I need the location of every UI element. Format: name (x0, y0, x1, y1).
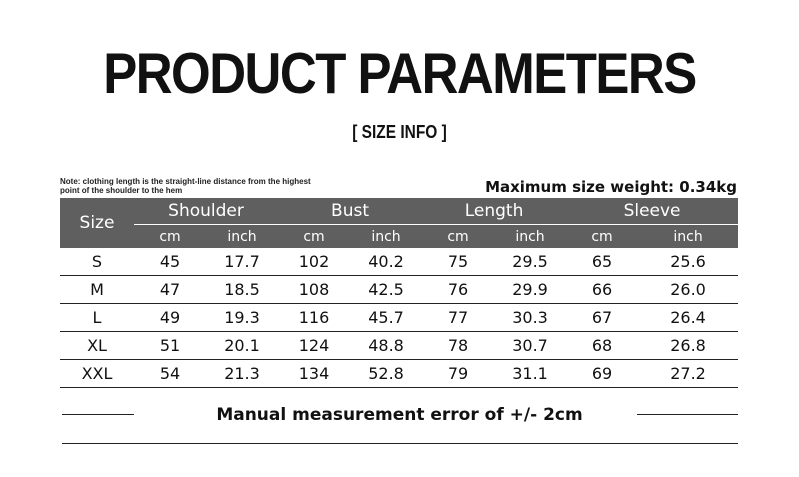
footer-bottom-rule (62, 443, 738, 444)
table-cell: 116 (278, 304, 350, 332)
table-cell: 29.5 (494, 248, 566, 276)
length-header: Length (422, 198, 566, 225)
table-cell: 69 (566, 360, 638, 388)
bust-header: Bust (278, 198, 422, 225)
table-cell: 29.9 (494, 276, 566, 304)
unit-cm: cm (278, 225, 350, 249)
table-cell: 68 (566, 332, 638, 360)
unit-inch: inch (494, 225, 566, 249)
measurement-error-note: Manual measurement error of +/- 2cm (216, 405, 583, 425)
table-cell: 67 (566, 304, 638, 332)
table-cell: 27.2 (638, 360, 738, 388)
size-cell: S (60, 248, 134, 276)
table-row (60, 332, 738, 360)
unit-inch: inch (350, 225, 422, 249)
table-cell: 45.7 (350, 304, 422, 332)
table-cell: 48.8 (350, 332, 422, 360)
section-subtitle: [ SIZE INFO ] (352, 122, 447, 142)
table-cell: 102 (278, 248, 350, 276)
table-cell: 78 (422, 332, 494, 360)
table-cell: 30.3 (494, 304, 566, 332)
table-row (60, 276, 738, 304)
table-cell: 18.5 (206, 276, 278, 304)
unit-inch: inch (206, 225, 278, 249)
size-column-header: Size (60, 198, 134, 248)
table-unit-header (60, 225, 738, 249)
table-cell: 26.0 (638, 276, 738, 304)
table-cell: 134 (278, 360, 350, 388)
table-cell: 75 (422, 248, 494, 276)
table-cell: 108 (278, 276, 350, 304)
table-cell: 17.7 (206, 248, 278, 276)
table-cell: 45 (134, 248, 206, 276)
unit-cm: cm (566, 225, 638, 249)
table-cell: 31.1 (494, 360, 566, 388)
table-cell: 51 (134, 332, 206, 360)
table-cell: 79 (422, 360, 494, 388)
table-row (60, 360, 738, 388)
size-cell: M (60, 276, 134, 304)
table-cell: 76 (422, 276, 494, 304)
table-cell: 20.1 (206, 332, 278, 360)
table-cell: 124 (278, 332, 350, 360)
table-cell: 65 (566, 248, 638, 276)
sleeve-header: Sleeve (566, 198, 738, 225)
size-cell: XL (60, 332, 134, 360)
shoulder-header: Shoulder (134, 198, 278, 225)
table-cell: 47 (134, 276, 206, 304)
table-cell: 42.5 (350, 276, 422, 304)
table-cell: 54 (134, 360, 206, 388)
unit-cm: cm (134, 225, 206, 249)
size-cell: L (60, 304, 134, 332)
table-cell: 26.4 (638, 304, 738, 332)
table-cell: 66 (566, 276, 638, 304)
page-title: PRODUCT PARAMETERS (103, 41, 696, 106)
table-cell: 40.2 (350, 248, 422, 276)
table-cell: 49 (134, 304, 206, 332)
table-cell: 19.3 (206, 304, 278, 332)
size-cell: XXL (60, 360, 134, 388)
table-cell: 77 (422, 304, 494, 332)
max-weight-label: Maximum size weight: 0.34kg (485, 178, 737, 196)
table-row (60, 304, 738, 332)
table-cell: 25.6 (638, 248, 738, 276)
measurement-note: Note: clothing length is the straight-line distance from the highest point of the shoulder to the hem (60, 177, 311, 195)
unit-inch: inch (638, 225, 738, 249)
table-cell: 30.7 (494, 332, 566, 360)
table-group-header (60, 198, 738, 225)
table-cell: 52.8 (350, 360, 422, 388)
unit-cm: cm (422, 225, 494, 249)
table-row (60, 248, 738, 276)
table-cell: 21.3 (206, 360, 278, 388)
table-cell: 26.8 (638, 332, 738, 360)
size-table (60, 198, 738, 388)
